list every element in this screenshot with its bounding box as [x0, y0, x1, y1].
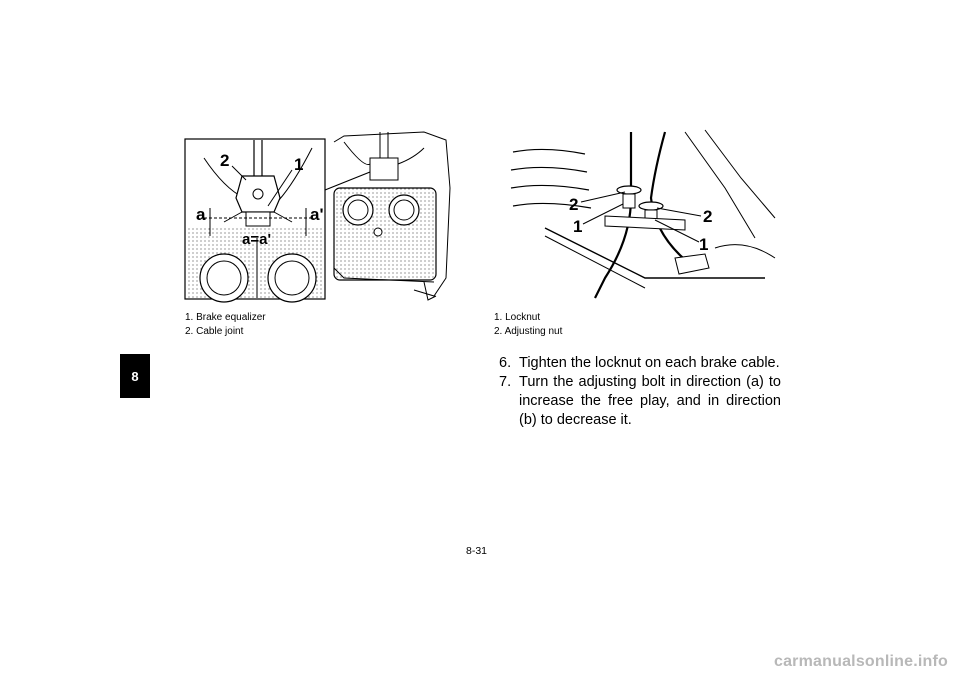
caption-item	[185, 311, 266, 325]
caption-item	[185, 325, 266, 339]
callout-2-right: 2	[703, 207, 713, 226]
step-text: Tighten the locknut on each brake cable.	[519, 355, 780, 371]
figure-left-captions	[185, 311, 266, 339]
figure-brake-cable	[505, 128, 783, 304]
step-number: 7.	[499, 374, 512, 390]
step-item	[499, 373, 781, 430]
page-number: 8-31	[466, 545, 488, 557]
caption-item	[494, 311, 562, 325]
step-text: Turn the adjusting bolt in direction (a) to increase the free play, and in direction (b) to decrease it.	[519, 374, 781, 428]
figure-brake-equalizer	[184, 128, 462, 304]
caption-text: Locknut	[505, 312, 541, 323]
brake-equalizer-illustration	[184, 128, 462, 304]
section-tab	[120, 354, 150, 398]
callout-a: a	[196, 205, 206, 224]
step-number: 6.	[499, 355, 512, 371]
brake-cable-illustration	[505, 128, 783, 304]
callout-1-right: 1	[699, 235, 709, 254]
callout-1-left: 1	[573, 217, 583, 236]
caption-text: Cable joint	[196, 326, 244, 337]
caption-text: Adjusting nut	[504, 326, 563, 337]
section-tab-number: 8	[131, 368, 139, 384]
watermark: carmanualsonline.info	[773, 653, 948, 670]
caption-number: 2.	[494, 326, 503, 337]
callout-2-left: 2	[569, 195, 579, 214]
step-item	[499, 354, 781, 373]
caption-number: 2.	[185, 326, 194, 337]
caption-item	[494, 325, 562, 339]
callout-1: 1	[294, 155, 304, 174]
caption-number: 1.	[185, 312, 194, 323]
figure-right-captions	[494, 311, 562, 339]
callout-a-equals-a-prime: a=a'	[242, 231, 272, 248]
procedure-steps	[499, 354, 781, 430]
caption-number: 1.	[494, 312, 503, 323]
caption-text: Brake equalizer	[196, 312, 266, 323]
callout-2: 2	[220, 151, 230, 170]
callout-a-prime: a'	[310, 205, 324, 224]
